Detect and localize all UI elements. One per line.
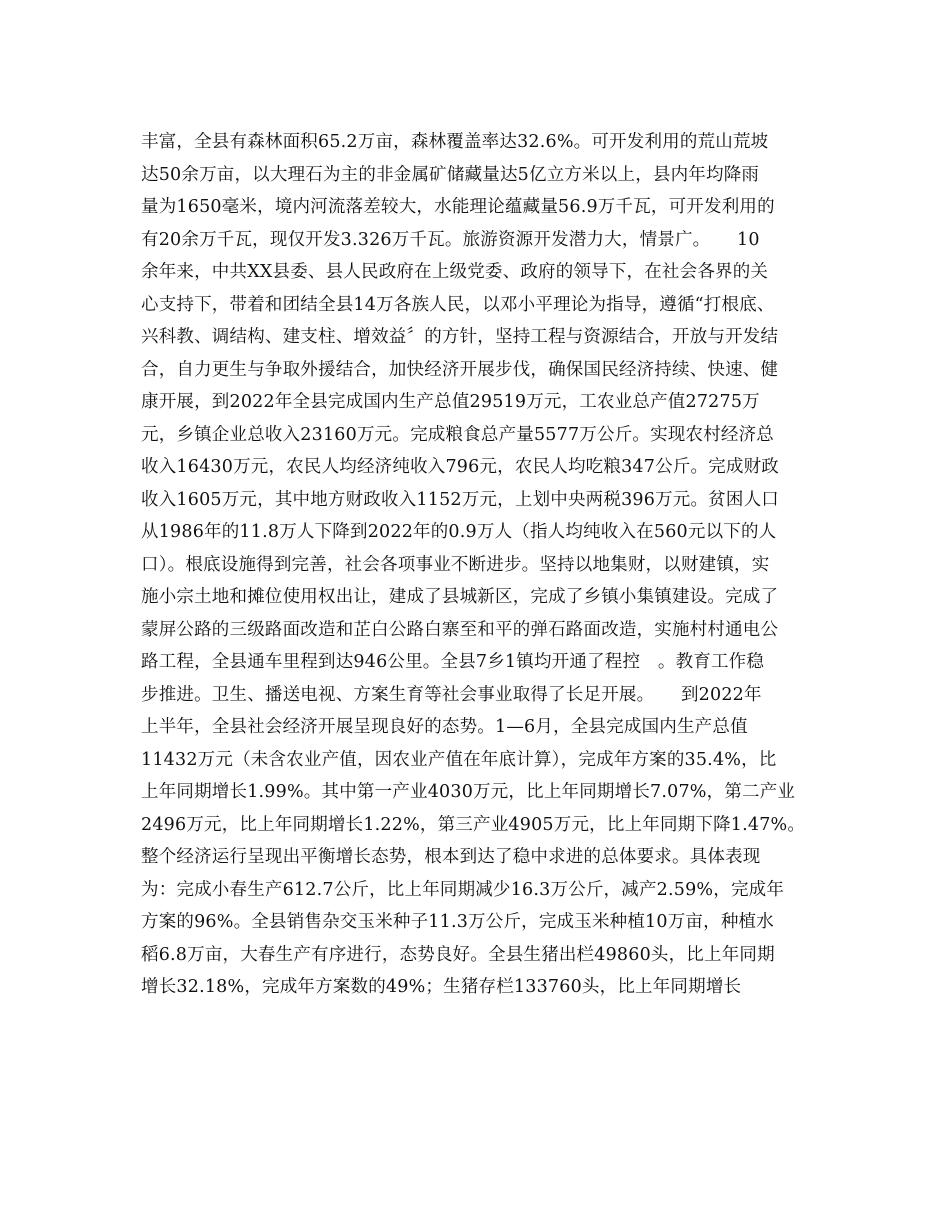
text-line: 上半年，全县社会经济开展呈现良好的态势。1—6月，全县完成国内生产总值 xyxy=(141,717,748,737)
text-line: 为：完成小春生产612.7公斤，比上年同期减少16.3万公斤，减产2.59%，完成年 xyxy=(141,879,785,900)
text-line: 路工程，全县通车里程到达946公里。全县7乡1镇均开通了程控 。教育工作稳 xyxy=(141,652,765,672)
text-line: 施小宗土地和摊位使用权出让，建成了县城新区，完成了乡镇小集镇建设。完成了 xyxy=(141,587,779,607)
text-line: 收入16430万元，农民人均经济纯收入796元，农民人均吃粮347公斤。完成财政 xyxy=(141,457,779,477)
text-line: 从1986年的11.8万人下降到2022年的0.9万人（指人均纯收入在560元以下的人 xyxy=(141,522,777,542)
text-line: 方案的96%。全县销售杂交玉米种子11.3万公斤，完成玉米种植10万亩，种植水 xyxy=(141,912,774,932)
text-line: 增长32.18%，完成年方案数的49%；生猪存栏133760头，比上年同期增长 xyxy=(141,977,742,997)
text-line: 2496万元，比上年同期增长1.22%，第三产业4905万元，比上年同期下降1.47%。 xyxy=(141,814,806,835)
text-line: 稻6.8万亩，大春生产有序进行，态势良好。全县生猪出栏49860头，比上年同期 xyxy=(141,944,775,965)
text-line: 量为1650毫米，境内河流落差较大，水能理论蕴藏量56.9万千瓦，可开发利用的 xyxy=(141,197,775,217)
text-line: 有20余万千瓦，现仅开发3.326万千瓦。旅游资源开发潜力大，情景广。 10 xyxy=(141,229,760,250)
text-line: 整个经济运行呈现出平衡增长态势，根本到达了稳中求进的总体要求。具体表现 xyxy=(141,847,761,867)
text-line: 达50余万亩，以大理石为主的非金属矿储藏量达5亿立方米以上，县内年均降雨 xyxy=(141,164,760,185)
body-text xyxy=(141,126,821,1004)
text-line: 蒙屏公路的三级路面改造和芷白公路白寨至和平的弹石路面改造，实施村村通电公 xyxy=(141,619,779,640)
text-line: 步推进。卫生、播送电视、方案生育等社会事业取得了长足开展。 到2022年 xyxy=(141,684,762,705)
text-line: 丰富，全县有森林面积65.2万亩，森林覆盖率达32.6%。可开发利用的荒山荒坡 xyxy=(141,132,769,152)
text-line: 心支持下，带着和团结全县14万各族人民，以邓小平理论为指导，遵循“打根底、 xyxy=(141,294,775,315)
text-line: 收入1605万元，其中地方财政收入1152万元，上划中央两税396万元。贫困人口 xyxy=(141,489,779,510)
text-line: 11432万元（未含农业产值，因农业产值在年底计算），完成年方案的35.4%，比 xyxy=(141,749,777,770)
text-line: 口）。根底设施得到完善，社会各项事业不断进步。坚持以地集财，以财建镇，实 xyxy=(141,554,770,575)
text-line: 康开展，到2022年全县完成国内生产总值29519万元，工农业总产值27275万 xyxy=(141,392,760,412)
text-line: 上年同期增长1.99%。其中第一产业4030万元，比上年同期增长7.07%，第二产业 xyxy=(141,782,796,802)
text-line: 合，自力更生与争取外援结合，加快经济开展步伐，确保国民经济持续、快速、健 xyxy=(141,359,779,380)
text-line: 兴科教、调结构、建支柱、增效益〞的方针，坚持工程与资源结合，开放与开发结 xyxy=(141,327,779,347)
text-line: 余年来，中共XX县委、县人民政府在上级党委、政府的领导下，在社会各界的关 xyxy=(141,262,769,282)
text-line: 元，乡镇企业总收入23160万元。完成粮食总产量5577万公斤。实现农村经济总 xyxy=(141,424,775,445)
